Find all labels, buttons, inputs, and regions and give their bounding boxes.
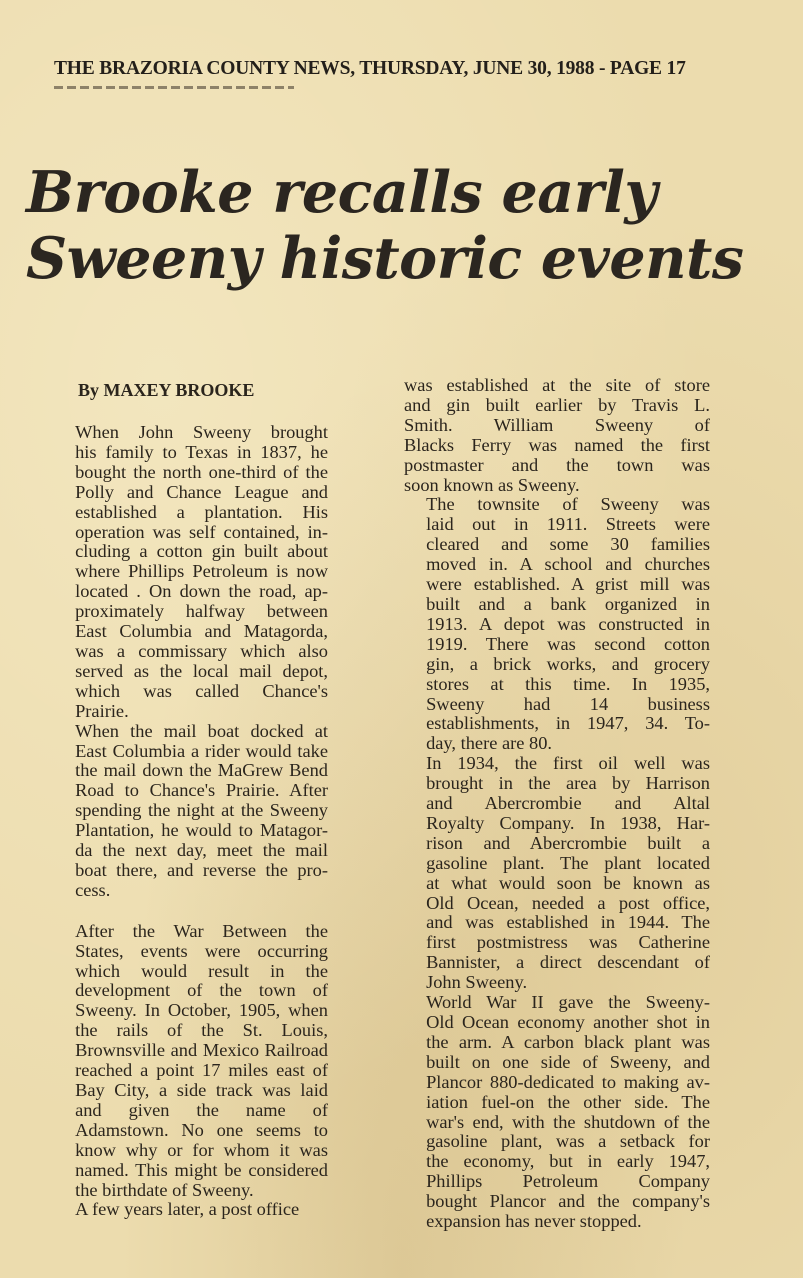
text-line: Adamstown. No one seems to bbox=[75, 1119, 328, 1140]
text-line: When the mail boat docked at bbox=[75, 720, 328, 741]
text-line: Phillips Petroleum Company bbox=[426, 1171, 710, 1192]
article-paragraph bbox=[53, 1200, 328, 1220]
text-line: The townsite of Sweeny was bbox=[426, 494, 710, 515]
text-line: cluding a cotton gin built about bbox=[75, 541, 328, 562]
headline-line-2: Sweeny historic events bbox=[26, 225, 744, 292]
article-paragraph bbox=[53, 423, 328, 722]
text-line: was established at the site of store bbox=[404, 375, 710, 395]
masthead-rule bbox=[54, 86, 294, 89]
text-line: Old Ocean economy another shot in bbox=[426, 1012, 710, 1032]
text-line: rison and Abercrombie built a bbox=[426, 832, 710, 853]
article-paragraph bbox=[404, 993, 710, 1232]
text-line: Brownsville and Mexico Railroad bbox=[75, 1040, 328, 1061]
text-line: his family to Texas in 1837, he bbox=[75, 441, 328, 462]
text-line: East Columbia and Matagorda, bbox=[75, 621, 328, 642]
text-line: East Columbia a rider would take bbox=[75, 740, 328, 761]
text-line: first postmistress was Catherine bbox=[426, 932, 710, 953]
text-line: laid out in 1911. Streets were bbox=[426, 514, 710, 535]
text-line: establishments, in 1947, 34. To- bbox=[426, 713, 710, 734]
text-line: 1913. A depot was constructed in bbox=[426, 613, 710, 634]
text-line: moved in. A school and churches bbox=[426, 554, 710, 575]
text-line: know why or for whom it was bbox=[75, 1139, 328, 1160]
text-line: the economy, but in early 1947, bbox=[426, 1151, 710, 1172]
article-column-right bbox=[404, 376, 710, 1232]
text-line: the arm. A carbon black plant was bbox=[426, 1031, 710, 1052]
text-line: In 1934, the first oil well was bbox=[426, 753, 710, 774]
text-line: the birthdate of Sweeny. bbox=[75, 1179, 254, 1200]
text-line: the mail down the MaGrew Bend bbox=[75, 760, 328, 781]
text-line: Bay City, a side track was laid bbox=[75, 1080, 328, 1100]
text-line: at what would soon be known as bbox=[426, 872, 710, 893]
text-line: stores at this time. In 1935, bbox=[426, 673, 710, 694]
text-line: bought Plancor and the company's bbox=[426, 1191, 710, 1212]
text-line: were established. A grist mill was bbox=[426, 574, 710, 595]
text-line: and was established in 1944. The bbox=[426, 912, 710, 933]
text-line: Blacks Ferry was named the first bbox=[404, 434, 710, 455]
text-line: World War II gave the Sweeny- bbox=[426, 992, 710, 1013]
article-paragraph bbox=[404, 754, 710, 993]
text-line: where Phillips Petroleum is now bbox=[75, 561, 328, 582]
text-line: cess. bbox=[75, 879, 111, 900]
text-line: which was called Chance's bbox=[75, 680, 328, 701]
text-line: Prairie. bbox=[75, 700, 129, 721]
text-line: Plantation, he would to Matagor- bbox=[75, 820, 328, 841]
text-line: and Abercrombie and Altal bbox=[426, 793, 710, 814]
article-byline: By MAXEY BROOKE bbox=[78, 380, 255, 400]
text-line: soon known as Sweeny. bbox=[404, 474, 580, 495]
text-line: named. This might be considered bbox=[75, 1159, 328, 1180]
headline-line-1: Brooke recalls early bbox=[26, 159, 658, 226]
text-line: which would result in the bbox=[75, 960, 328, 981]
text-line: After the War Between the bbox=[75, 920, 328, 941]
text-line: gasoline plant. The plant located bbox=[426, 852, 710, 873]
article-paragraph bbox=[404, 495, 710, 754]
article-headline bbox=[26, 160, 801, 292]
text-line: Sweeny had 14 business bbox=[426, 693, 710, 714]
text-line: Bannister, a direct descendant of bbox=[426, 952, 710, 973]
article-paragraph bbox=[53, 722, 328, 901]
text-line: expansion has never stopped. bbox=[426, 1211, 642, 1232]
newspaper-masthead: THE BRAZORIA COUNTY NEWS, THURSDAY, JUNE 30, 1988 - PAGE 17 bbox=[54, 58, 686, 79]
text-line: day, there are 80. bbox=[426, 733, 553, 754]
text-line: A few years later, a post office bbox=[75, 1199, 300, 1220]
text-line: 1919. There was second cotton bbox=[426, 633, 710, 654]
text-line: gin, a brick works, and grocery bbox=[426, 653, 710, 674]
text-line: John Sweeny. bbox=[426, 972, 528, 993]
text-line: established a plantation. His bbox=[75, 501, 328, 522]
text-line: iation fuel-on the other side. The bbox=[426, 1091, 710, 1112]
article-column-left bbox=[53, 423, 328, 1220]
text-line: development of the town of bbox=[75, 980, 328, 1001]
text-line: postmaster and the town was bbox=[404, 454, 710, 475]
text-line: war's end, with the shutdown of the bbox=[426, 1111, 710, 1132]
text-line: proximately halfway between bbox=[75, 601, 328, 622]
text-line: Smith. William Sweeny of bbox=[404, 414, 710, 435]
text-line: cleared and some 30 families bbox=[426, 534, 710, 555]
text-line: served as the local mail depot, bbox=[75, 660, 328, 681]
text-line: was a commissary which also bbox=[75, 640, 328, 661]
text-line: and given the name of bbox=[75, 1099, 328, 1120]
text-line: spending the night at the Sweeny bbox=[75, 800, 328, 821]
text-line: Royalty Company. In 1938, Har- bbox=[426, 812, 710, 833]
text-line: Plancor 880-dedicated to making av- bbox=[426, 1071, 710, 1092]
text-line: Polly and Chance League and bbox=[75, 481, 328, 502]
text-line: When John Sweeny brought bbox=[75, 422, 328, 442]
text-line: brought in the area by Harrison bbox=[426, 773, 710, 794]
text-line: Road to Chance's Prairie. After bbox=[75, 780, 328, 801]
text-line: Old Ocean, needed a post office, bbox=[426, 892, 710, 913]
text-line: and gin built earlier by Travis L. bbox=[404, 394, 710, 415]
text-line: the rails of the St. Louis, bbox=[75, 1020, 328, 1041]
article-paragraph bbox=[53, 922, 328, 1201]
text-line: built on one side of Sweeny, and bbox=[426, 1051, 710, 1072]
text-line: da the next day, meet the mail bbox=[75, 840, 328, 861]
text-line: boat there, and reverse the pro- bbox=[75, 859, 328, 880]
text-line: gasoline plant, was a setback for bbox=[426, 1131, 710, 1152]
text-line: States, events were occurring bbox=[75, 940, 328, 961]
text-line: bought the north one-third of the bbox=[75, 461, 328, 482]
text-line: built and a bank organized in bbox=[426, 593, 710, 614]
text-line: reached a point 17 miles east of bbox=[75, 1060, 328, 1081]
article-paragraph bbox=[404, 376, 710, 495]
text-line: Sweeny. In October, 1905, when bbox=[75, 1000, 328, 1021]
text-line: located . On down the road, ap- bbox=[75, 581, 328, 602]
text-line: operation was self contained, in- bbox=[75, 521, 328, 542]
